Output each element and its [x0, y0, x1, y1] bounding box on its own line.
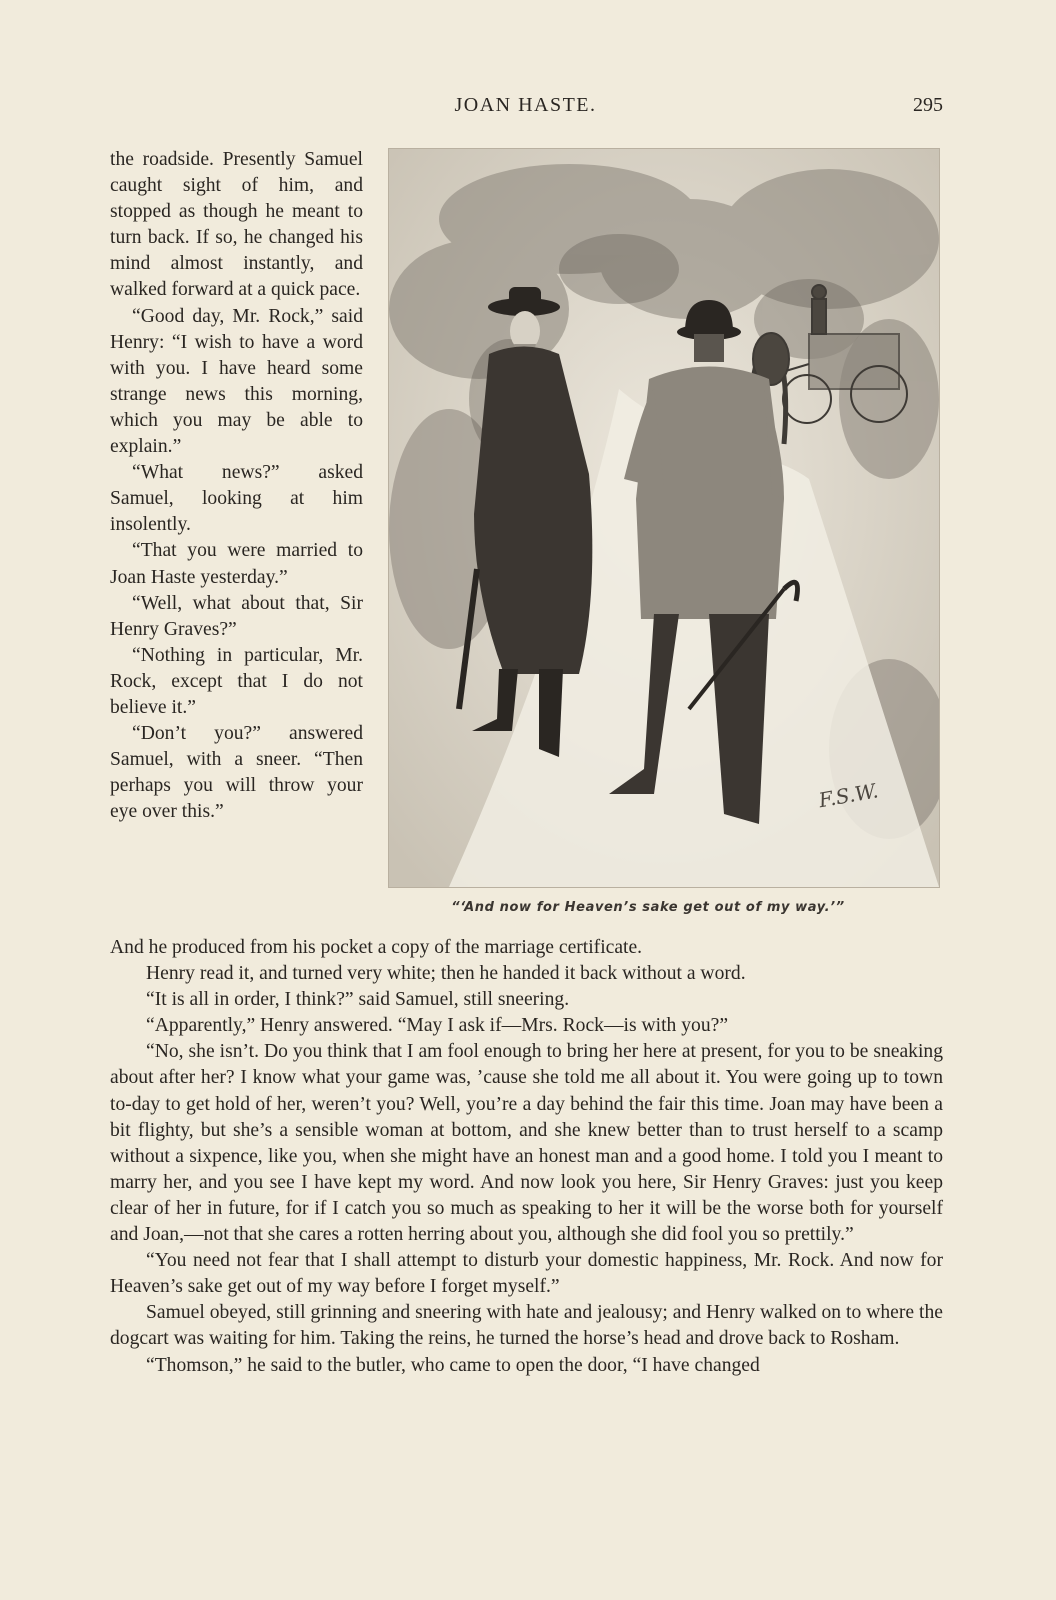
paragraph: And he produced from his pocket a copy of the marriage certificate. [110, 937, 643, 958]
running-title: JOAN HASTE. [454, 94, 597, 116]
running-head [108, 92, 943, 122]
paragraph: “No, she isn’t. Do you think that I am fool enough to bring her here at present, for you to be sneaking about after her? I know what your game was, ’cause she told me all about it. You were going up to town to-day to get hold of her, weren’t you? Well, you’re a day behind the fair this time. Joan may have been a bit flighty, but she’s a sensible woman at bottom, and she knew better than to trust herself to a scamp without a sixpence, like you, when she might have an honest man and a good home. I told you I meant to marry her, and you see I have kept my word. And now look you here, Sir Henry Graves: just you keep clear of her in future, for if I catch you so much as speaking to her it will be the worse both for yourself and Joan,—not that she cares a rotten herring about you, although she did fool you so prettily.” [110, 1041, 943, 1246]
figure [388, 148, 940, 915]
full-width-text-column [110, 935, 943, 1379]
narrow-text-column [110, 147, 363, 825]
figure-caption: “‘And now for Heaven’s sake get out of my way.’” [451, 900, 845, 915]
paragraph: “Nothing in particular, Mr. Rock, except that I do not believe it.” [110, 644, 363, 718]
paragraph: the roadside. Presently Samuel caught sight of him, and stopped as though he meant to turn back. If so, he changed his mind almost instantly, and walked forward at a quick pace. [110, 149, 363, 301]
paragraph: “Good day, Mr. Rock,” said Henry: “I wish to have a word with you. I have heard some strange news this morning, which you may be able to explain.” [110, 305, 363, 458]
paragraph: “Well, what about that, Sir Henry Graves?” [110, 592, 363, 640]
paragraph: “It is all in order, I think?” said Samuel, still sneering. [146, 989, 570, 1011]
paragraph: “Apparently,” Henry answered. “May I ask if—Mrs. Rock—is with you?” [146, 1015, 729, 1037]
engraving-illustration [388, 148, 940, 888]
page-number: 295 [913, 94, 943, 116]
paragraph: Henry read it, and turned very white; then he handed it back without a word. [146, 963, 746, 985]
paragraph: “What news?” asked Samuel, looking at him insolently. [110, 462, 363, 536]
paragraph: “Don’t you?” answered Samuel, with a sneer. “Then perhaps you will throw your eye over this.” [110, 723, 363, 823]
paragraph: Samuel obeyed, still grinning and sneering with hate and jealousy; and Henry walked on to where the dogcart was waiting for him. Taking the reins, he turned the horse’s head and drove back to Rosham. [110, 1302, 943, 1350]
artist-signature: F.S.W. [816, 778, 881, 813]
paragraph: “You need not fear that I shall attempt to disturb your domestic happiness, Mr. Rock. And now for Heaven’s sake get out of my way before I forget myself.” [110, 1250, 943, 1298]
paragraph: “That you were married to Joan Haste yesterday.” [110, 540, 363, 588]
paragraph: “Thomson,” he said to the butler, who came to open the door, “I have changed [146, 1354, 760, 1376]
